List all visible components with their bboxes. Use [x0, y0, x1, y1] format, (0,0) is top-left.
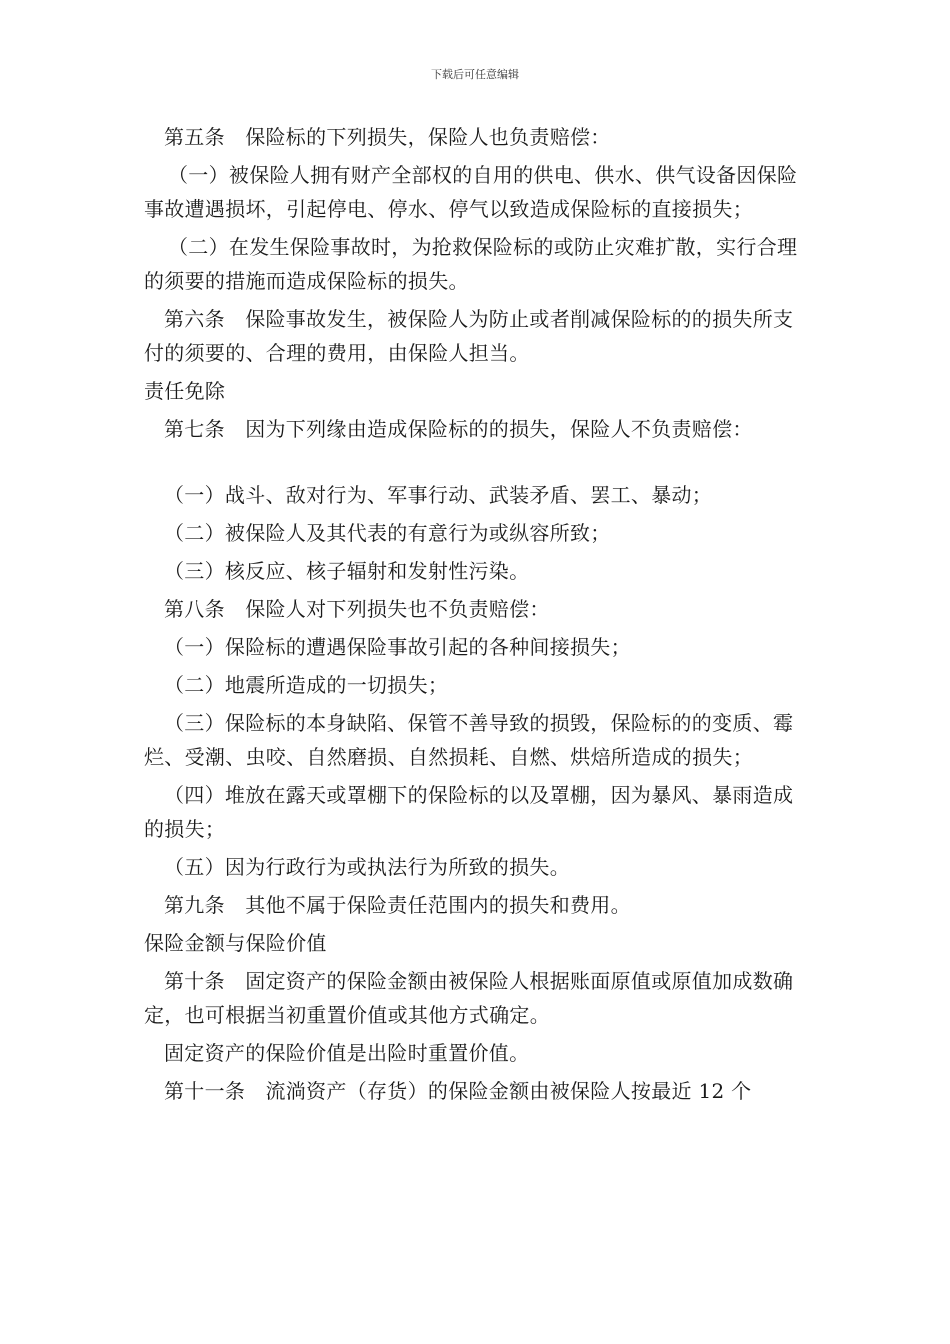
article-5-item-1: （一）被保险人拥有财产全部权的自用的供电、供水、供气设备因保险事故遭遇损坏，引起停电、停水、停气以致造成保险标的直接损失； [144, 163, 798, 221]
blank-line [144, 450, 812, 478]
article-8-item-3: （三）保险标的本身缺陷、保管不善导致的损毁，保险标的的变质、霉烂、受潮、虫咬、自然磨损、自然损耗、自燃、烘焙所造成的损失； [144, 711, 794, 769]
section-heading-exclusions: 责任免除 [144, 379, 226, 403]
article-7-item-2: （二）被保险人及其代表的有意行为或纵容所致； [164, 521, 611, 545]
article-7-item-1: （一）战斗、敌对行为、军事行动、武装矛盾、罢工、暴动； [164, 483, 713, 507]
article-10: 第十条 固定资产的保险金额由被保险人根据账面原值或原值加成数确定，也可根据当初重置价值或其他方式确定。 [144, 969, 794, 1027]
article-8-item-5: （五）因为行政行为或执法行为所致的损失。 [164, 855, 570, 879]
page-header: 下载后可任意编辑 [431, 68, 519, 81]
article-8-item-2: （二）地震所造成的一切损失； [164, 673, 449, 697]
article-8: 第八条 保险人对下列损失也不负责赔偿： [164, 597, 550, 621]
article-5-item-2: （二）在发生保险事故时，为抢救保险标的或防止灾难扩散，实行合理的须要的措施而造成保险标的损失。 [144, 235, 798, 293]
document-body [144, 120, 812, 1112]
article-11: 第十一条 流淌资产（存货）的保险金额由被保险人按最近 12 个 [164, 1079, 752, 1103]
article-7-item-3: （三）核反应、核子辐射和发射性污染。 [164, 559, 530, 583]
article-7: 第七条 因为下列缘由造成保险标的的损失，保险人不负责赔偿： [164, 417, 753, 441]
article-8-item-1: （一）保险标的遭遇保险事故引起的各种间接损失； [164, 635, 631, 659]
article-8-item-4: （四）堆放在露天或罩棚下的保险标的以及罩棚，因为暴风、暴雨造成的损失； [144, 783, 794, 841]
section-heading-insured-amount: 保险金额与保险价值 [144, 931, 327, 955]
article-5: 第五条 保险标的下列损失，保险人也负责赔偿： [164, 125, 611, 149]
article-9: 第九条 其他不属于保险责任范围内的损失和费用。 [164, 893, 631, 917]
article-6: 第六条 保险事故发生，被保险人为防止或者削减保险标的的损失所支付的须要的、合理的费用，由保险人担当。 [144, 307, 794, 365]
article-10-note: 固定资产的保险价值是出险时重置价值。 [164, 1041, 530, 1065]
